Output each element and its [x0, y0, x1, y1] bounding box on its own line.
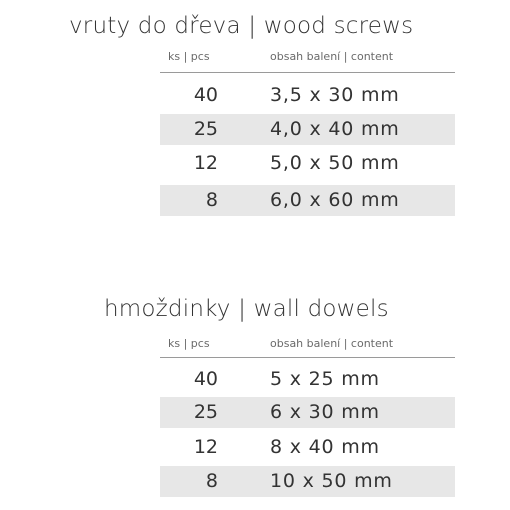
header-divider [160, 357, 455, 358]
table-row [160, 466, 455, 497]
pcs-value: 40 [193, 368, 218, 390]
content-value: 5,0 x 50 mm [270, 152, 400, 174]
content-value: 4,0 x 40 mm [270, 118, 400, 140]
content-value: 5 x 25 mm [270, 368, 380, 390]
pcs-value: 25 [193, 118, 218, 140]
table-row [160, 80, 455, 111]
column-header-content: obsah balení | content [270, 337, 394, 350]
content-value: 8 x 40 mm [270, 436, 380, 458]
content-value: 6 x 30 mm [270, 401, 380, 423]
content-value: 3,5 x 30 mm [270, 84, 400, 106]
section-title: vruty do dřeva | wood screws [69, 13, 414, 39]
table-row [160, 397, 455, 428]
pcs-value: 8 [205, 470, 218, 492]
pcs-value: 25 [193, 401, 218, 423]
pcs-value: 12 [193, 152, 218, 174]
content-value: 6,0 x 60 mm [270, 189, 400, 211]
content-value: 10 x 50 mm [270, 470, 393, 492]
table-row [160, 364, 455, 395]
column-header-content: obsah balení | content [270, 50, 394, 63]
table-row [160, 432, 455, 463]
header-divider [160, 72, 455, 73]
table-row [160, 185, 455, 216]
table-row [160, 148, 455, 179]
pcs-value: 8 [205, 189, 218, 211]
pcs-value: 40 [193, 84, 218, 106]
section-title: hmoždinky | wall dowels [104, 296, 389, 322]
pcs-value: 12 [193, 436, 218, 458]
table-row [160, 114, 455, 145]
column-header-pcs: ks | pcs [168, 337, 210, 350]
column-header-pcs: ks | pcs [168, 50, 210, 63]
